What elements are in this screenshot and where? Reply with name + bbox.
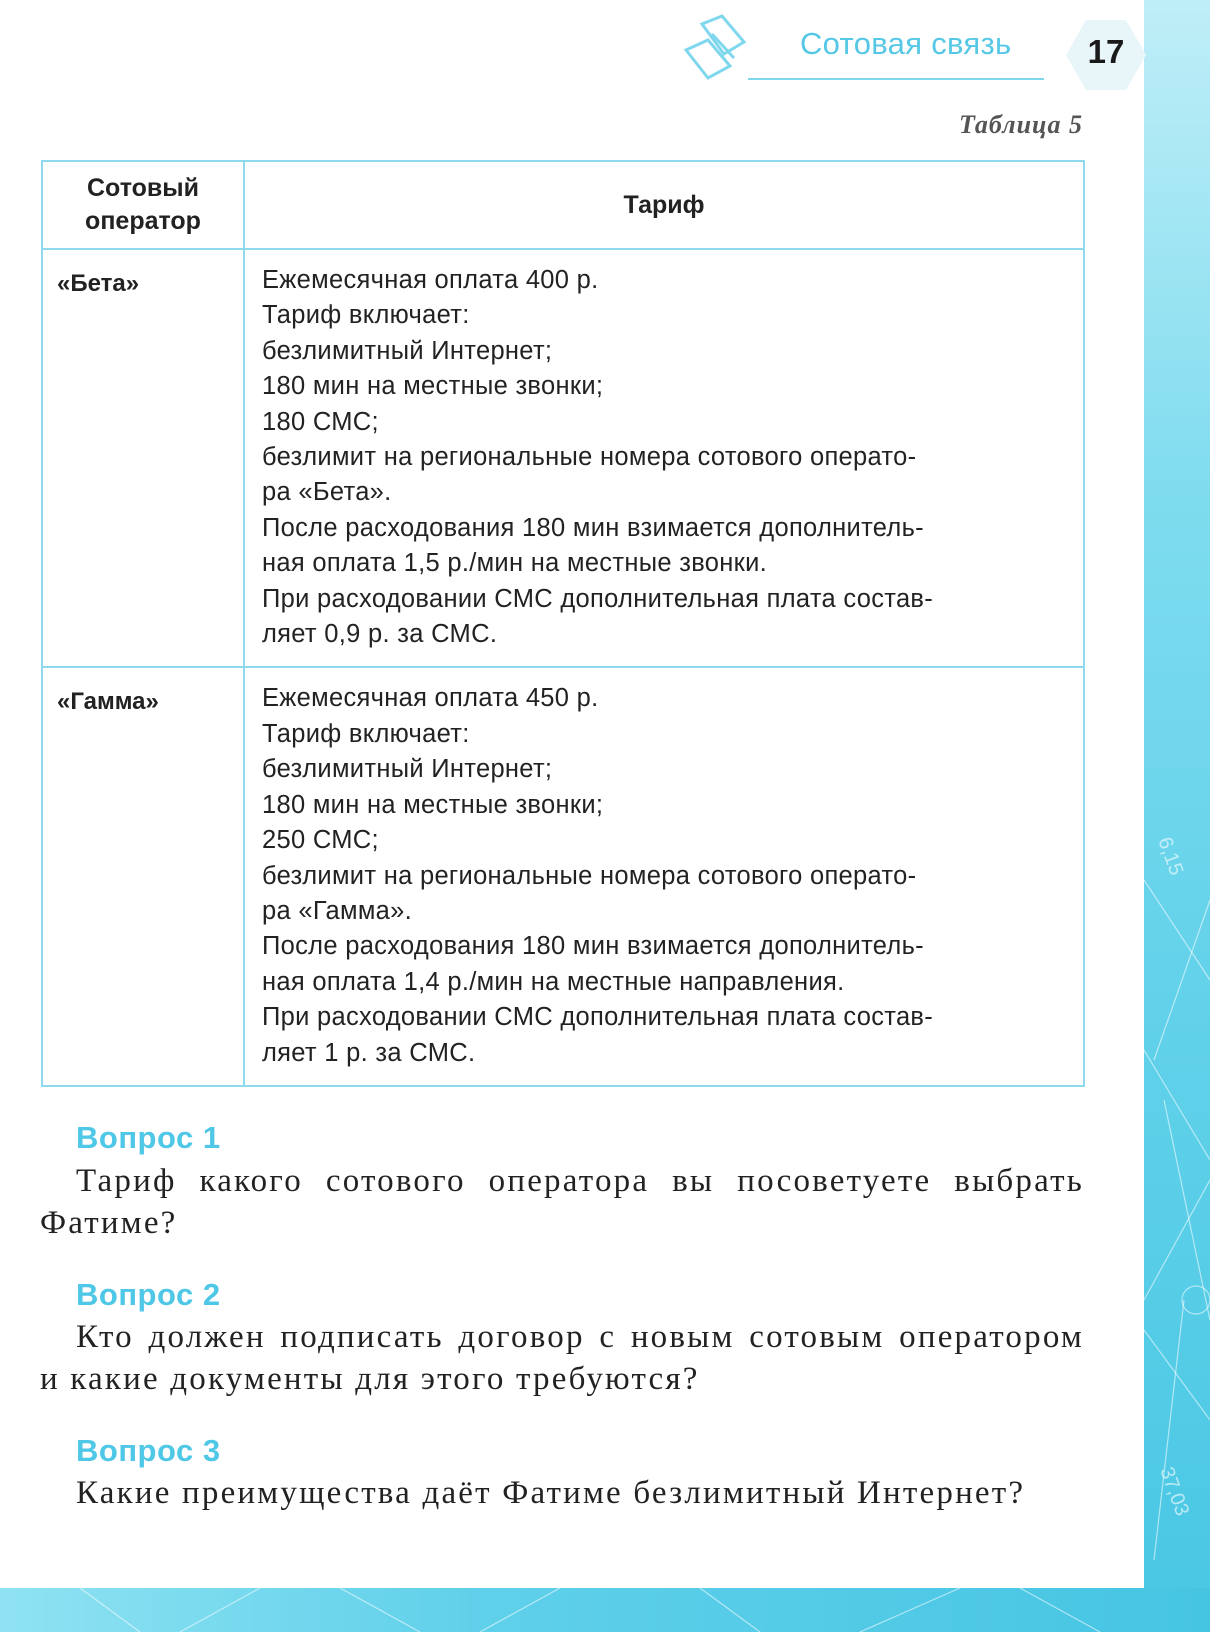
operator-cell: «Гамма»: [42, 667, 244, 1085]
header-rule: [748, 78, 1044, 80]
tariff-line: После расходования 180 мин взимается дополнитель-: [262, 932, 924, 961]
tariff-line: безлимитный Интернет;: [262, 755, 553, 784]
tariff-line: 180 СМС;: [262, 407, 379, 436]
operator-column-header: [42, 161, 244, 249]
geometry-pattern-icon: [0, 1588, 1210, 1632]
tariff-line: После расходования 180 мин взимается дополнитель-: [262, 513, 924, 542]
section-logo-icon: [682, 14, 762, 84]
tariff-line: безлимит на региональные номера сотового операто-: [262, 443, 917, 472]
svg-text:6,15: 6,15: [1153, 834, 1188, 879]
tariff-line: ра «Бета».: [262, 478, 392, 507]
tariff-line: 180 мин на местные звонки;: [262, 372, 604, 401]
question-1-heading: Вопрос 1: [76, 1120, 221, 1155]
decorative-bottom-strip: [0, 1588, 1210, 1632]
question-2-text: Кто должен подписать договор с новым сотовым оператором и какие документы для этого требуются?: [40, 1319, 1084, 1397]
table-row: [42, 667, 1084, 1085]
tariff-line: ная оплата 1,4 р./мин на местные направления.: [262, 967, 845, 996]
tariff-line: Ежемесячная оплата 450 р.: [262, 684, 599, 713]
operator-header-line: Сотовый: [87, 174, 199, 202]
table-caption: Таблица 5: [958, 110, 1083, 139]
tariff-line: ра «Гамма».: [262, 896, 412, 925]
tariff-table: [41, 160, 1085, 1087]
tariff-line: Тариф включает:: [262, 719, 470, 748]
tariff-cell: [244, 667, 1084, 1085]
table-header-row: [42, 161, 1084, 249]
section-title: Сотовая связь: [800, 26, 1012, 61]
question-2-heading: Вопрос 2: [76, 1277, 221, 1312]
tariff-line: При расходовании СМС дополнительная плата состав-: [262, 1003, 934, 1032]
question-3-heading: Вопрос 3: [76, 1433, 221, 1468]
svg-text:37,03: 37,03: [1155, 1464, 1194, 1519]
tariff-line: Ежемесячная оплата 400 р.: [262, 266, 599, 294]
decorative-side-strip: [1144, 0, 1210, 1632]
tariff-line: При расходовании СМС дополнительная плата состав-: [262, 584, 934, 613]
table-row: [42, 249, 1084, 667]
tariff-line: 250 СМС;: [262, 826, 379, 855]
tariff-line: ляет 1 р. за СМС.: [262, 1038, 476, 1067]
tariff-line: ная оплата 1,5 р./мин на местные звонки.: [262, 549, 768, 578]
tariff-column-header: Тариф: [244, 161, 1084, 249]
operator-cell: «Бета»: [42, 249, 244, 667]
question-1-text: Тариф какого сотового оператора вы посоветуете выбрать Фатиме?: [40, 1163, 1084, 1241]
operator-header-line: оператор: [85, 207, 201, 235]
tariff-cell: [244, 249, 1084, 667]
tariff-line: Тариф включает:: [262, 301, 470, 330]
tariff-line: безлимит на региональные номера сотового операто-: [262, 861, 917, 890]
tariff-line: 180 мин на местные звонки;: [262, 790, 604, 819]
question-3-text: Какие преимущества даёт Фатиме безлимитный Интернет?: [76, 1475, 1026, 1511]
geometry-pattern-icon: [1144, 0, 1210, 1632]
tariff-line: безлимитный Интернет;: [262, 336, 553, 365]
tariff-line: ляет 0,9 р. за СМС.: [262, 620, 498, 649]
page-number: 17: [1087, 33, 1125, 70]
